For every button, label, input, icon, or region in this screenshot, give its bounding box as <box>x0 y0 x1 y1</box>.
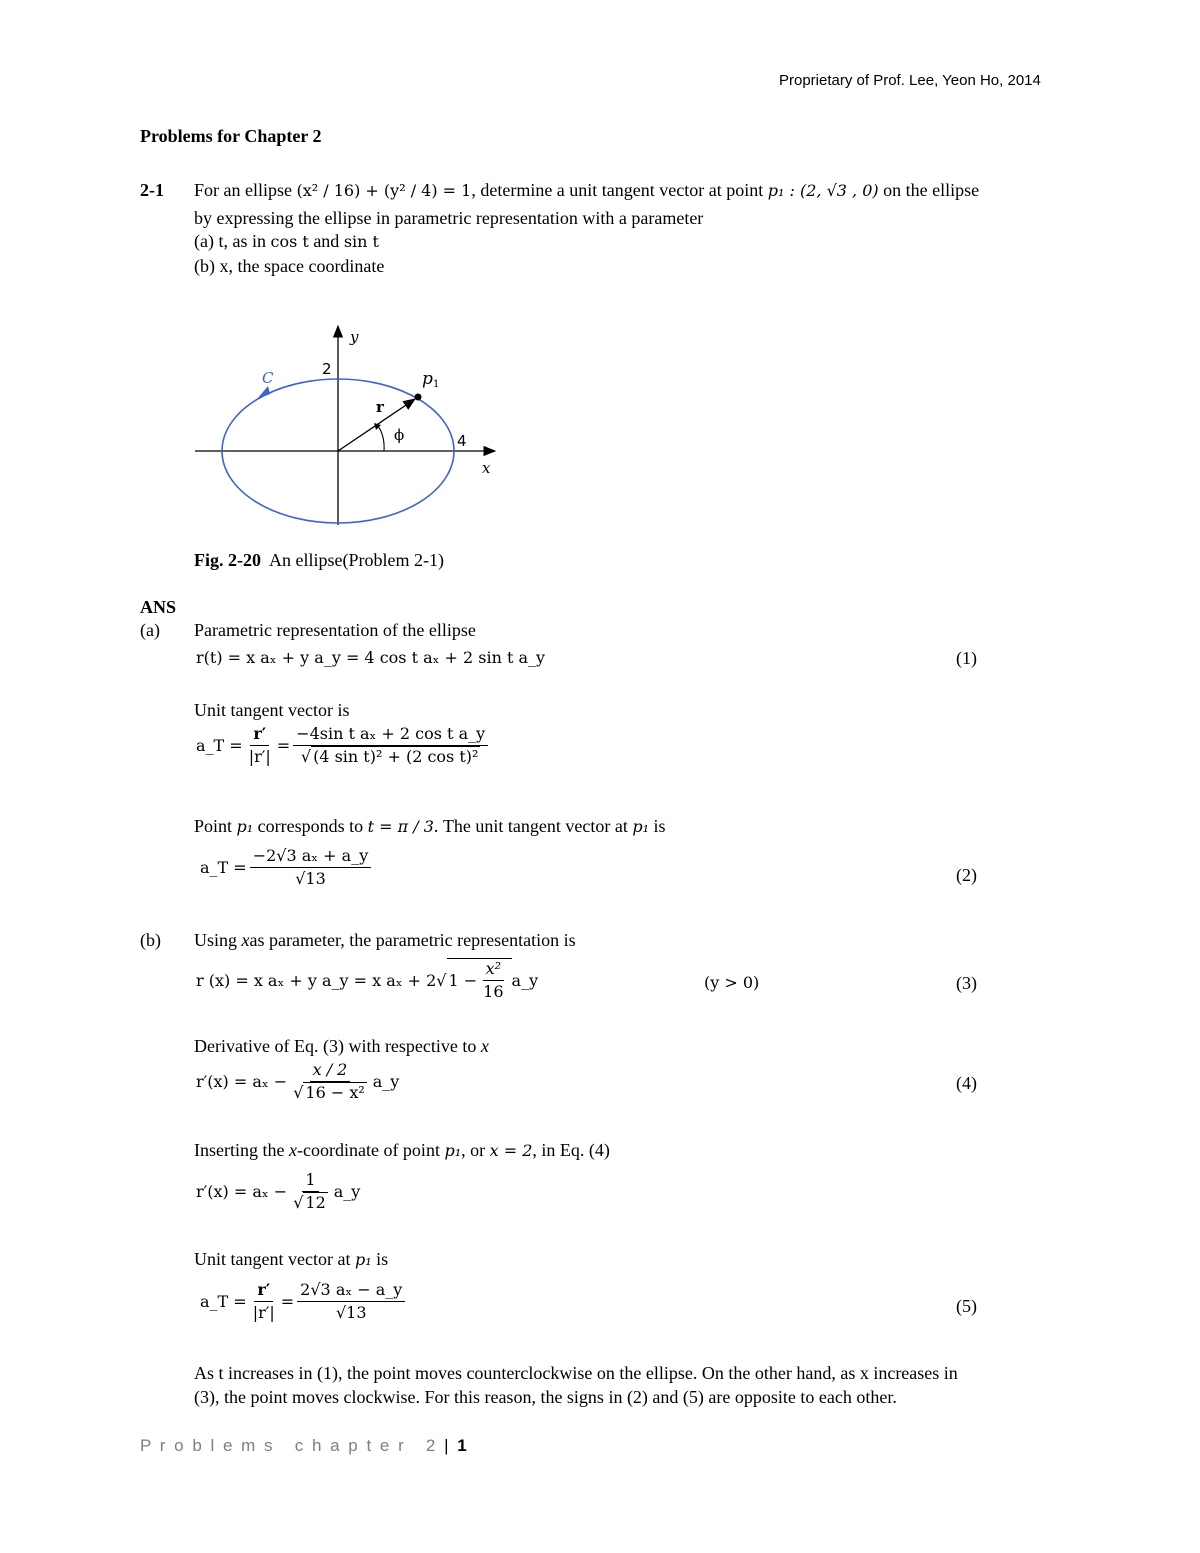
equation-4: r′(x) = aₓ − $\frac{x / 2}{\text{√ 16 − x²}}$ a_y <box>196 1060 400 1102</box>
problem-part-a: (a) t, as in cos t and sin t <box>194 231 379 251</box>
part-b-text1: Using xas parameter, the parametric representation is <box>194 930 576 950</box>
y-axis-label: y <box>350 328 359 346</box>
part-a-text3: Point p₁ corresponds to t = π / 3. The unit tangent vector at p₁ is <box>194 816 666 836</box>
point-label-subscript: 1 <box>433 379 440 390</box>
angle-arc <box>378 426 384 451</box>
equation-r-prime-at-p1: r′(x) = aₓ − $\frac{1}{√ 12}$ a_y <box>196 1170 361 1212</box>
page-title: Problems for Chapter 2 <box>140 126 322 146</box>
part-b-text4: Unit tangent vector at p₁ is <box>194 1249 389 1269</box>
equation-1-number: (1) <box>956 648 977 668</box>
footer: P r o b l e m s c h a p t e r 2 | 1 <box>140 1436 469 1455</box>
equation-3-number: (3) <box>956 973 977 993</box>
point-p1: p₁ : (2, √3 , 0) <box>767 181 879 200</box>
proprietary-header: Proprietary of Prof. Lee, Yeon Ho, 2014 <box>779 72 1041 89</box>
figure-caption: Fig. 2-20 An ellipse(Problem 2-1) <box>194 550 444 570</box>
problem-part-b: (b) x, the space coordinate <box>194 256 385 276</box>
answer-heading: ANS <box>140 597 177 617</box>
equation-4-number: (4) <box>956 1073 977 1093</box>
conclusion-line2: (3), the point moves clockwise. For this reason, the signs in (2) and (5) are opposite to each other. <box>194 1387 897 1407</box>
equation-1: r(t) = x aₓ + y a_y = 4 cos t aₓ + 2 sin t a_y <box>196 648 546 667</box>
part-a-label: (a) <box>140 620 160 640</box>
equation-2-number: (2) <box>956 865 977 885</box>
curve-label-c: C <box>262 369 274 387</box>
page-number: 1 <box>457 1436 469 1455</box>
part-a-text1: Parametric representation of the ellipse <box>194 620 476 640</box>
part-b-text2: Derivative of Eq. (3) with respective to x <box>194 1036 489 1056</box>
angle-label-phi: ϕ <box>394 426 405 444</box>
equation-3: r (x) = x aₓ + y a_y = x aₓ + 2 √ 1 − $\frac{\text{x²}}{16}$ a_y <box>196 959 539 1001</box>
problem-statement-line2: by expressing the ellipse in parametric representation with a parameter <box>194 208 704 228</box>
ccw-direction-arrow <box>257 386 270 399</box>
x-axis-label: x <box>482 459 491 477</box>
x-intercept-label: 4 <box>457 432 467 450</box>
equation-2: a_T = $\frac{\text{−2√3 aₓ + a\_y}}{√13}$ <box>200 846 374 889</box>
point-label-p: p <box>422 369 433 389</box>
vector-label-r: r <box>376 398 384 416</box>
conclusion-line1: As t increases in (1), the point moves counterclockwise on the ellipse. On the other hand, as x increases in <box>194 1363 958 1383</box>
y-intercept-label: 2 <box>322 360 332 378</box>
part-b-label: (b) <box>140 930 161 950</box>
point-p1-dot <box>415 394 422 401</box>
part-a-text2: Unit tangent vector is <box>194 700 350 720</box>
ellipse-equation: (x² / 16) + (y² / 4) = 1 <box>296 181 472 200</box>
equation-5: a_T = $\frac{r'}{|r'|}$ = $\frac{\text{2√3 aₓ − a\_y}}{√13}$ <box>200 1280 408 1323</box>
equation-3-condition: (y > 0) <box>704 973 760 992</box>
equation-5-number: (5) <box>956 1296 977 1316</box>
problem-number: 2-1 <box>140 180 164 200</box>
problem-statement-line1: For an ellipse (x² / 16) + (y² / 4) = 1, determine a unit tangent vector at point p₁ : (2, √3 , 0) on the ellipse <box>194 180 980 200</box>
ellipse-figure <box>190 320 510 530</box>
unit-tangent-equation: a_T = $\frac{r'}{|r'|}$ = $\frac{\text{−4sin t aₓ + 2 cos t a\_y}}{\text{√ (4 sin t)² + (2 cos t)²}}$ <box>196 724 491 767</box>
part-b-text3: Inserting the x-coordinate of point p₁, or x = 2, in Eq. (4) <box>194 1140 610 1160</box>
